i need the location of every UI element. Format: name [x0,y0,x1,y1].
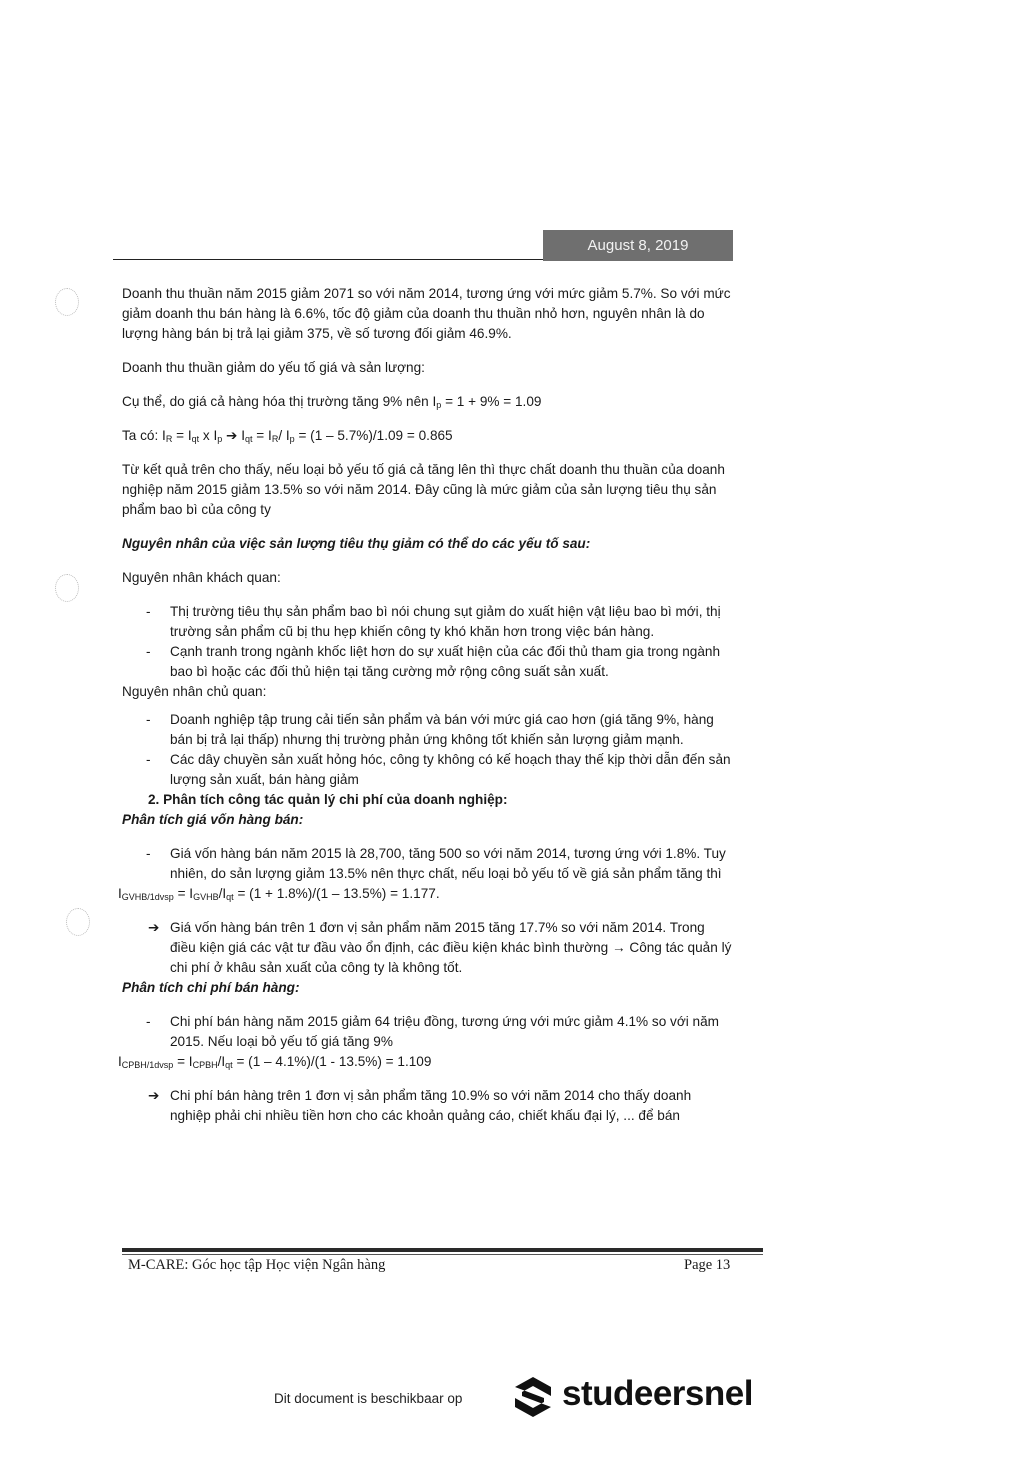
numbered-heading: 2. Phân tích công tác quản lý chi phí của doanh nghiệp: [148,792,508,807]
page-number: Page 13 [684,1257,731,1273]
brand-tagline: Dit document is beschikbaar op [274,1391,463,1406]
section-heading: Phân tích giá vốn hàng bán: [122,812,304,827]
formula-line: Cụ thể, do giá cả hàng hóa thị trường tăng 9% nên $I_p = 1 + 9\% = 1.09$ [122,394,542,410]
list-item: - Các dây chuyền sản xuất hỏng hóc, công ty không có kế hoạch thay thế kịp thời dẫn đến sản lượng sản xuất, bán hàng giảm [146,752,731,787]
brand-name[interactable]: studeersnel [562,1374,753,1413]
arrow-icon: ➔ [148,1088,160,1103]
arrow-icon: ➔ [148,920,160,935]
section-heading: Phân tích chi phí bán hàng: [122,980,300,995]
arrow-item: ➔ Giá vốn hàng bán trên 1 đơn vị sản phẩm năm 2015 tăng 17.7% so với năm 2014. Trong điều kiện giá các vật tư đầu vào ổn định, các điều kiện khác bình thường → Công tác quản lý chi phí ở khâu sản xuất của công ty là không tốt. [148,920,732,975]
formula-line: $I_{CPBH/1dvsp} = I_{CPBH}/I_{qt} = (1 - 4.1\%)/(1 - 13.5\%) = 1.109$ [118,1054,432,1070]
footer-source: M-CARE: Góc học tập Học viện Ngân hàng [128,1257,386,1273]
bullet-list [122,844,732,884]
bullet-list [122,602,732,682]
section-heading: Nguyên nhân của việc sản lượng tiêu thụ giảm có thể do các yếu tố sau: [122,536,591,551]
bullet-list [122,710,732,790]
paragraph: Nguyên nhân chủ quan: [122,684,267,699]
footer-rule [122,1254,763,1255]
margin-mark [66,908,90,936]
footer-rule [122,1248,763,1252]
margin-mark [55,574,79,602]
paragraph: Doanh thu thuần giảm do yếu tố giá và sản lượng: [122,360,425,375]
document-body [118,284,732,1126]
arrow-item: ➔ Chi phí bán hàng trên 1 đơn vị sản phẩm tăng 10.9% so với năm 2014 cho thấy doanh nghiệp phải chi nhiều tiền hơn cho các khoản quảng cáo, chiết khấu đại lý, ... để bán [148,1088,692,1123]
margin-mark [55,288,79,316]
paragraph: Từ kết quả trên cho thấy, nếu loại bỏ yếu tố giá cả tăng lên thì thực chất doanh thu thuần của doanh nghiệp năm 2015 giảm 13.5% so với năm 2014. Đây cũng là mức giảm của sản lượng tiêu thụ sản phẩm bao bì của công ty [122,462,725,517]
bullet-list [122,1012,732,1052]
list-item: - Thị trường tiêu thụ sản phẩm bao bì nói chung sụt giảm do xuất hiện vật liệu bao bì mới, thị trường sản phẩm cũ bị thu hẹp khiến công ty khó khăn hơn trong việc bán hàng. [146,604,721,639]
paragraph: Nguyên nhân khách quan: [122,570,281,585]
paragraph: Doanh thu thuần năm 2015 giảm 2071 so với năm 2014, tương ứng với mức giảm 5.7%. So với mức giảm doanh thu bán hàng là 6.6%, tốc độ giảm của doanh thu thuần nhỏ hơn, nguyên nhân là do lượng hàng bán bị trả lại giảm 375, về số tương đối giảm 46.9%. [122,286,731,341]
list-item: - Giá vốn hàng bán năm 2015 là 28,700, tăng 500 so với năm 2014, tương ứng với 1.8%. Tuy nhiên, do sản lượng giảm 13.5% nên thực chất, nếu loại bỏ yếu tố về giá sản phẩm tăng thì [146,846,726,881]
studeersnel-logo-icon[interactable] [510,1374,556,1420]
formula-line: $I_{GVHB/1dvsp} = I_{GVHB}/I_{qt} = (1 + 1.8\%)/(1 - 13.5\%) = 1.177$. [118,886,440,902]
list-item: - Doanh nghiệp tập trung cải tiến sản phẩm và bán với mức giá cao hơn (giá tăng 9%, hàng bán bị trả lại thấp) nhưng thị trường phản ứng không tốt khiến sản lượng giảm mạnh. [146,712,714,747]
header-date: August 8, 2019 [543,230,733,261]
list-item: - Cạnh tranh trong ngành khốc liệt hơn do sự xuất hiện của các đối thủ tham gia trong ngành bao bì hoặc các đối thủ hiện tại tăng cường mở rộng công suất sản xuất. [146,644,721,679]
formula-line: Ta có: $I_R = I_{qt}$ x $I_p$ ➔ $I_{qt} = I_R/$ $I_p = (1 - 5.7\%)/1.09 = 0.865$ [122,428,453,444]
list-item: - Chi phí bán hàng năm 2015 giảm 64 triệu đồng, tương ứng với mức giảm 4.1% so với năm 2015. Nếu loại bỏ yếu tố giá tăng 9% [146,1014,719,1049]
